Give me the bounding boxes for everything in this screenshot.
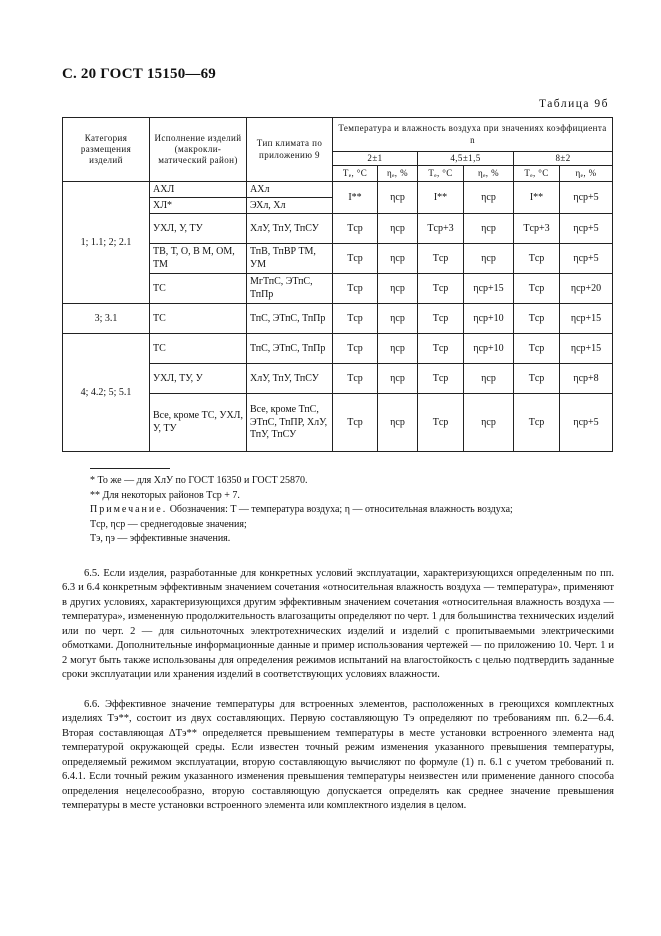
table-caption: Таблица 9б xyxy=(538,98,609,110)
table-cell: Tср xyxy=(514,364,560,394)
table-cell: Tср xyxy=(418,364,464,394)
note-line-3: Tэ, ηэ — эффективные значения. xyxy=(90,533,231,544)
table-cell: 4; 4.2; 5; 5.1 xyxy=(63,334,150,452)
sub-t: Tₑ, °C xyxy=(333,166,378,182)
table-cell: ηср xyxy=(378,394,418,452)
table-cell: ηср+15 xyxy=(464,274,514,304)
sub-h: ηₑ, % xyxy=(560,166,613,182)
sub-t: Tₑ, °C xyxy=(514,166,560,182)
table-cell: ТпВ, ТпВР ТМ, УМ xyxy=(247,244,333,274)
table-cell: Tср+3 xyxy=(418,214,464,244)
table-cell: I** xyxy=(418,182,464,214)
head-climate-type: Тип климата по приложению 9 xyxy=(247,118,333,182)
table-cell: ηср+5 xyxy=(560,214,613,244)
table-cell: ХлУ, ТпУ, ТпСУ xyxy=(247,364,333,394)
table-cell: ηср xyxy=(464,364,514,394)
table-notes xyxy=(90,474,513,547)
paragraph-6-6: 6.6. Эффективное значение температуры для встроенных элементов, расположенных в греющихся комплектных изделиях Tэ**, состоит из двух составляющих. Первую составляющую Tэ определяют по требованиям пп. 6.2—6.4. Вторая составляющая ΔTэ** определяется превышением температуры в месте установки встроенного элемента над температурой окружающей среды. Если известен точный режим изменения указанного превышения температуры, определяемый режимом эксплуатации, вторую составляющую вычисляют по формуле (1) п. 6.1 с учетом требований п. 6.4.1. Если точный режим указанного изменения превышения температуры неизвестен или применение данного способа определения нецелесообразно, вторую составляющую допускается определять как среднее значение превышения температуры в месте установки встроенного элемента или комплектного изделия в целом. xyxy=(62,699,614,812)
table-cell: ηср+5 xyxy=(560,394,613,452)
head-temp-humidity: Температура и влажность воздуха при значениях коэффициента n xyxy=(333,118,613,152)
page-header: С. 20 ГОСТ 15150—69 xyxy=(62,66,216,82)
table-cell: АХЛ xyxy=(150,182,247,198)
table-cell: Tср xyxy=(333,214,378,244)
head-k2: 4,5±1,5 xyxy=(418,152,514,166)
table-cell: Tср xyxy=(333,244,378,274)
table-cell: МгТпС, ЭТпС, ТпПр xyxy=(247,274,333,304)
table-cell: Tср xyxy=(418,274,464,304)
table-cell: 3; 3.1 xyxy=(63,304,150,334)
footnote-1: * То же — для ХлУ по ГОСТ 16350 и ГОСТ 25870. xyxy=(90,475,308,486)
climate-table xyxy=(62,117,613,452)
table-cell: Tср xyxy=(333,334,378,364)
table-cell: 1; 1.1; 2; 2.1 xyxy=(63,182,150,304)
table-cell: ЭХл, Хл xyxy=(247,198,333,214)
table-cell: ηср xyxy=(464,394,514,452)
head-execution: Исполнение изделий (макрокли-матический район) xyxy=(150,118,247,182)
table-cell: I** xyxy=(514,182,560,214)
table-cell: ηср+5 xyxy=(560,244,613,274)
table-cell: Tср xyxy=(514,244,560,274)
table-cell: ТС xyxy=(150,334,247,364)
head-k1: 2±1 xyxy=(333,152,418,166)
table-cell: ТВ, Т, О, В М, ОМ, ТМ xyxy=(150,244,247,274)
table-cell: ТпС, ЭТпС, ТпПр xyxy=(247,334,333,364)
table-cell: Tср xyxy=(333,364,378,394)
table-cell: АХл xyxy=(247,182,333,198)
note-text: Обозначения: T — температура воздуха; η — относительная влажность воздуха; xyxy=(169,504,513,515)
table-cell: Tср xyxy=(514,304,560,334)
table-cell: ηср xyxy=(378,364,418,394)
table-cell: ТпС, ЭТпС, ТпПр xyxy=(247,304,333,334)
note-line-2: Tср, ηср — среднегодовые значения; xyxy=(90,518,247,530)
table-cell: I** xyxy=(333,182,378,214)
table-cell: ηср xyxy=(378,274,418,304)
table-cell: ηср+15 xyxy=(560,334,613,364)
table-cell: ηср xyxy=(378,182,418,214)
table-cell: ηср xyxy=(378,244,418,274)
table-cell: Tср xyxy=(333,304,378,334)
table-cell: ηср+10 xyxy=(464,304,514,334)
table-cell: Tср xyxy=(514,334,560,364)
table-cell: ХЛ* xyxy=(150,198,247,214)
table-cell: Tср xyxy=(418,334,464,364)
table-cell: Tср xyxy=(418,304,464,334)
table-cell: УХЛ, У, ТУ xyxy=(150,214,247,244)
table-cell: ηср xyxy=(464,214,514,244)
table-cell: ηср+15 xyxy=(560,304,613,334)
table-cell: ηср xyxy=(378,304,418,334)
table-cell: ηср+20 xyxy=(560,274,613,304)
table-cell: ηср xyxy=(464,244,514,274)
note-label: Примечание. xyxy=(90,504,168,515)
table-cell: ηср+5 xyxy=(560,182,613,214)
table-cell: Все, кроме ТпС, ЭТпС, ТпПР, ХлУ, ТпУ, ТпСУ xyxy=(247,394,333,452)
sub-h: ηₑ, % xyxy=(464,166,514,182)
table-cell: ηср xyxy=(464,182,514,214)
footnote-divider xyxy=(90,468,170,469)
head-k3: 8±2 xyxy=(514,152,613,166)
table-cell: Tср xyxy=(333,394,378,452)
footnote-2: ** Для некоторых районов Tср + 7. xyxy=(90,489,240,501)
table-cell: ηср xyxy=(378,214,418,244)
table-cell: Tср xyxy=(514,394,560,452)
sub-t: Tₑ, °C xyxy=(418,166,464,182)
table-cell: Все, кроме ТС, УХЛ, У, ТУ xyxy=(150,394,247,452)
table-cell: Tср xyxy=(418,244,464,274)
table-cell: ηср xyxy=(378,334,418,364)
table-cell: Tср xyxy=(333,274,378,304)
table-cell: ηср+10 xyxy=(464,334,514,364)
table-cell: Tср xyxy=(514,274,560,304)
table-cell: ТС xyxy=(150,304,247,334)
sub-h: ηₑ, % xyxy=(378,166,418,182)
note-line xyxy=(90,503,513,518)
table-cell: ТС xyxy=(150,274,247,304)
table-cell: Tср xyxy=(418,394,464,452)
head-category: Категория размещения изделий xyxy=(63,118,150,182)
table-cell: Tср+3 xyxy=(514,214,560,244)
table-cell: ηср+8 xyxy=(560,364,613,394)
table-cell: УХЛ, ТУ, У xyxy=(150,364,247,394)
paragraph-6-5: 6.5. Если изделия, разработанные для конкретных условий эксплуатации, характеризующихся определенным по пп. 6.3 и 6.4 конкретным эффективным значением сочетания «относительная влажность воздуха — температура», применяют в других условиях, характеризующихся другим эффективным значением сочетания «относительная влажность воздуха — температура», измененную продолжительность влагозащиты определяют по черт. 1 для большинства технических изделий или по черт. 2 — для сильноточных электротехнических изделий и изделий с пропитываемыми электрическими обмотками. Дополнительные информационные данные и пример использования чертежей — по приложению 10. Черт. 1 и 2 могут быть также использованы для определения режимов испытаний на влагостойкость с целью подтвердить заданные сроки эксплуатации или хранения изделий в соответствующих условиях влажности. xyxy=(62,568,614,681)
table-cell: ХлУ, ТпУ, ТпСУ xyxy=(247,214,333,244)
